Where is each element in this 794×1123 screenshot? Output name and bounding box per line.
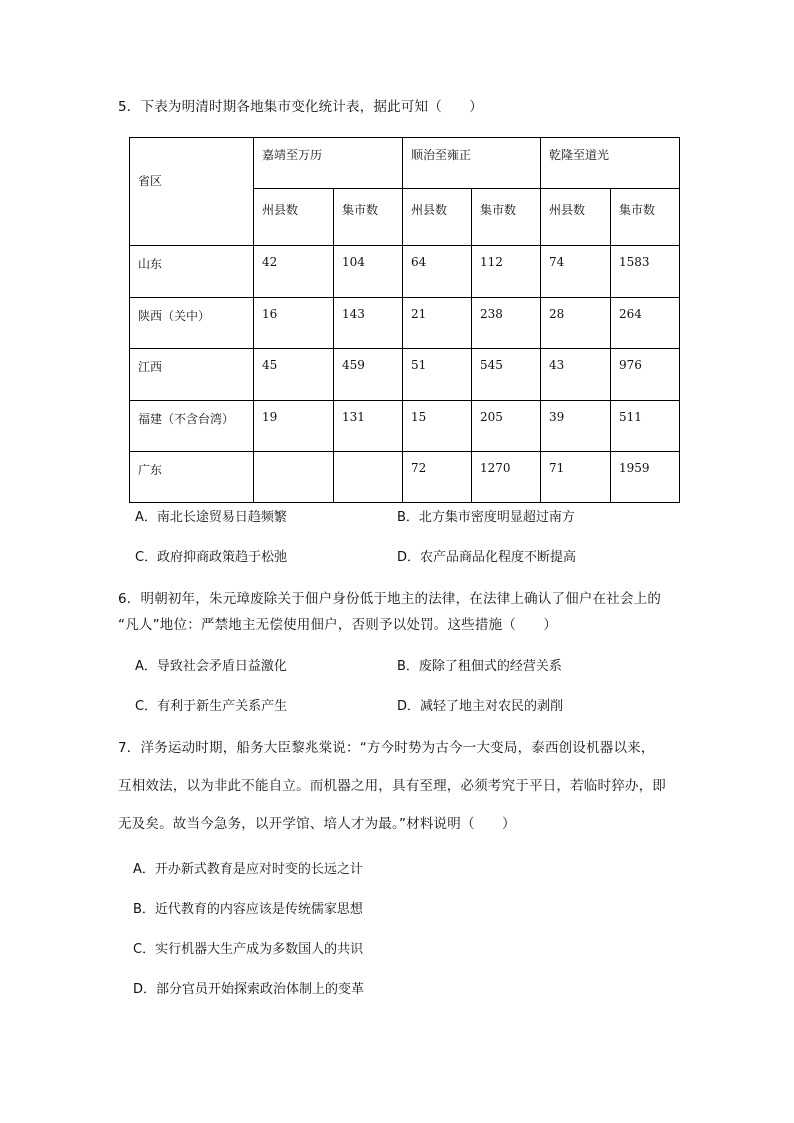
province-label: 福建（不含台湾）: [138, 412, 235, 426]
sub-header: 集市数: [342, 203, 379, 217]
cell-value: 1583: [619, 255, 650, 269]
q7-option-d[interactable]: D．部分官员开始探索政治体制上的变革: [133, 982, 365, 997]
q7-stem-line3: 无及矣。故当今急务，以开学馆、培人才为最。”材料说明（ ）: [118, 816, 516, 832]
q7-stem-line2: 互相效法，以为非此不能自立。而机器之用，具有至理，必须考究于平日，若临时猝办，即: [118, 778, 666, 794]
period-header-cell: [403, 138, 541, 189]
period-header-cell: [541, 138, 680, 189]
province-cell: [130, 298, 254, 349]
q7-stem-line1: 7．洋务运动时期，船务大臣黎兆棠说：“方今时势为古今一大变局，泰西创设机器以来，: [118, 740, 655, 756]
cell-value: 205: [480, 410, 503, 424]
value-cell: [472, 452, 541, 503]
cell-value: 16: [262, 307, 278, 321]
cell-value: 72: [411, 461, 427, 475]
sub-header-cell: [611, 189, 680, 246]
value-cell: [541, 246, 611, 298]
cell-value: 143: [342, 307, 365, 321]
sub-header: 州县数: [411, 203, 448, 217]
table-row: [130, 298, 680, 349]
value-cell: [541, 401, 611, 452]
sub-header: 州县数: [549, 203, 586, 217]
cell-value: 64: [411, 255, 427, 269]
sub-header-cell: [541, 189, 611, 246]
value-cell: [334, 298, 403, 349]
table-row: [130, 401, 680, 452]
value-cell: [541, 349, 611, 401]
sub-header-cell: [472, 189, 541, 246]
value-cell: [611, 452, 680, 503]
value-cell: [254, 401, 334, 452]
cell-value: 28: [549, 307, 565, 321]
cell-value: 39: [549, 410, 565, 424]
province-cell: [130, 401, 254, 452]
cell-value: 238: [480, 307, 503, 321]
province-label: 山东: [138, 257, 163, 271]
cell-value: 21: [411, 307, 427, 321]
value-cell: [541, 298, 611, 349]
period-header-cell: [254, 138, 403, 189]
q5-option-b[interactable]: B．北方集市密度明显超过南方: [397, 510, 575, 525]
province-cell: [130, 349, 254, 401]
q6-option-a[interactable]: A．导致社会矛盾日益激化: [135, 659, 287, 674]
q5-option-a[interactable]: A．南北长途贸易日趋频繁: [135, 510, 287, 525]
value-cell: [254, 298, 334, 349]
cell-value: 459: [342, 358, 365, 372]
q6-stem-line1: 6．明朝初年，朱元璋废除关于佃户身份低于地主的法律，在法律上确认了佃户在社会上的: [118, 591, 662, 607]
province-label: 陕西（关中）: [138, 309, 211, 323]
value-cell: [334, 349, 403, 401]
q7-option-a[interactable]: A．开办新式教育是应对时变的长远之计: [133, 862, 363, 877]
value-cell: [472, 246, 541, 298]
q6-option-d[interactable]: D．减轻了地主对农民的剥削: [397, 699, 564, 714]
province-cell: [130, 246, 254, 298]
province-label: 广东: [138, 463, 163, 477]
q7-option-b[interactable]: B．近代教育的内容应该是传统儒家思想: [133, 902, 363, 917]
value-cell: [611, 298, 680, 349]
sub-header: 集市数: [619, 203, 656, 217]
cell-value: 42: [262, 255, 278, 269]
cell-value: 1959: [619, 461, 650, 475]
cell-value: 71: [549, 461, 565, 475]
value-cell: [472, 349, 541, 401]
value-cell: [403, 401, 472, 452]
value-cell: [403, 246, 472, 298]
cell-value: 19: [262, 410, 278, 424]
cell-value: 511: [619, 410, 642, 424]
sub-header-cell: [334, 189, 403, 246]
province-cell: [130, 452, 254, 503]
market-statistics-table: [129, 137, 680, 503]
cell-value: 1270: [480, 461, 511, 475]
province-label: 江西: [138, 360, 163, 374]
table-row: [130, 349, 680, 401]
cell-value: 43: [549, 358, 565, 372]
value-cell: [254, 246, 334, 298]
value-cell: [472, 298, 541, 349]
cell-value: 131: [342, 410, 365, 424]
value-cell: [403, 349, 472, 401]
cell-value: 104: [342, 255, 365, 269]
cell-value: 51: [411, 358, 427, 372]
cell-value: 74: [549, 255, 565, 269]
value-cell: [403, 452, 472, 503]
value-cell: [334, 401, 403, 452]
q6-stem-line2: “凡人”地位：严禁地主无偿使用佃户，否则予以处罚。这些措施（ ）: [118, 617, 558, 633]
cell-value: 112: [480, 255, 503, 269]
q5-stem: 5．下表为明清时期各地集市变化统计表，据此可知（ ）: [118, 99, 483, 115]
table-row: [130, 452, 680, 503]
value-cell: [611, 349, 680, 401]
corner-header-cell: [130, 138, 254, 246]
q6-option-b[interactable]: B．废除了租佃式的经营关系: [397, 659, 562, 674]
sub-header: 集市数: [480, 203, 517, 217]
table-row: [130, 246, 680, 298]
period-header: 嘉靖至万历: [262, 148, 323, 162]
value-cell: [611, 401, 680, 452]
cell-value: 264: [619, 307, 642, 321]
value-cell: [541, 452, 611, 503]
sub-header-cell: [254, 189, 334, 246]
cell-value: 15: [411, 410, 427, 424]
q6-option-c[interactable]: C．有利于新生产关系产生: [135, 699, 288, 714]
value-cell: [254, 349, 334, 401]
q5-option-d[interactable]: D．农产品商品化程度不断提高: [397, 550, 577, 565]
sub-header-cell: [403, 189, 472, 246]
corner-header: 省区: [138, 174, 163, 188]
period-header: 顺治至雍正: [411, 148, 472, 162]
q7-option-c[interactable]: C．实行机器大生产成为多数国人的共识: [133, 942, 364, 957]
value-cell: [334, 452, 403, 503]
value-cell: [254, 452, 334, 503]
cell-value: 45: [262, 358, 278, 372]
cell-value: 545: [480, 358, 503, 372]
q5-option-c[interactable]: C．政府抑商政策趋于松弛: [135, 550, 288, 565]
sub-header: 州县数: [262, 203, 299, 217]
value-cell: [403, 298, 472, 349]
period-header: 乾隆至道光: [549, 148, 610, 162]
value-cell: [611, 246, 680, 298]
cell-value: 976: [619, 358, 642, 372]
value-cell: [472, 401, 541, 452]
value-cell: [334, 246, 403, 298]
